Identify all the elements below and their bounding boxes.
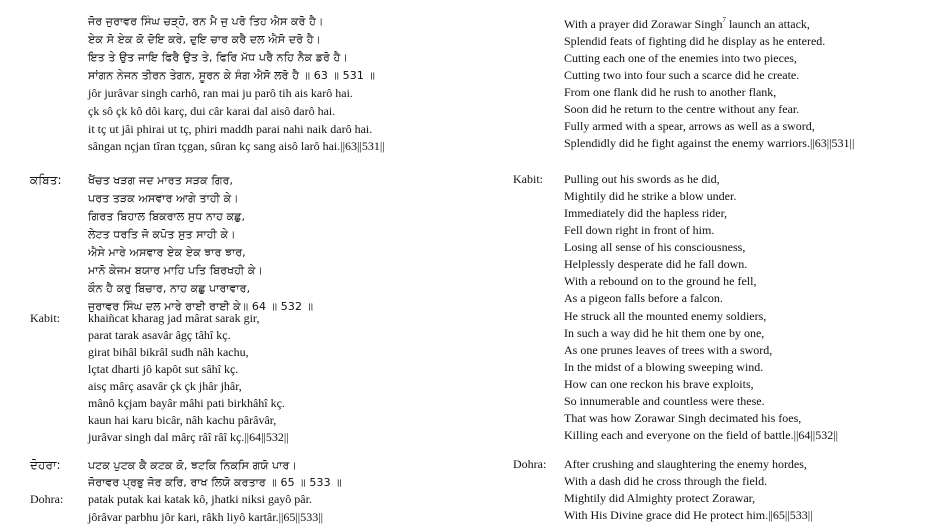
english-line: Killing each and everyone on the field of battle.||64||532|| [564, 428, 838, 442]
gurmukhi-line: ਏਕ ਸੋ ਏਕ ਕੋ ਦੋਇ ਕਰੇ, ਦੁਇ ਚਾਰ ਕਰੈ ਦਲ ਐਸੋ ਦਰੋ ਹੈ। [88, 33, 322, 46]
roman-line: jôrâvar parbhu jôr kari, râkh liyô kartâr.||65||533|| [88, 510, 324, 524]
roman-line: sângan nçjan tîran tçgan, sûran kç sang aisô larô hai.||63||531|| [88, 139, 385, 153]
gurmukhi-line: ਖੈਂਚਤ ਖੜਗ ਜਦ ਮਾਰਤ ਸੜਕ ਗਿਰ, [88, 174, 234, 187]
english-line: Immediately did the hapless rider, [564, 206, 728, 220]
english-line: In the midst of a blowing sweeping wind. [564, 360, 764, 374]
gurmukhi-line: ਪਰਤ ਤੜਕ ਅਸਵਾਰ ਆਗੇ ਤਾਹੀ ਕੇ। [88, 192, 239, 205]
gurmukhi-line: ਪਟਕ ਪੁਟਕ ਕੈ ਕਟਕ ਕੋ, ਝਟਕਿ ਨਿਕਸਿ ਗਯੋ ਪਾਰ। [88, 459, 297, 472]
gurmukhi-line: ਕੌਨ ਹੈ ਕਰੁ ਬਿਚਾਰ, ਨਾਹ ਕਛੁ ਪਾਰਾਵਾਰ, [88, 282, 251, 295]
english-line: Fully armed with a spear, arrows as well as a sword, [564, 119, 815, 133]
english-line: Cutting two into four such a scarce did he create. [564, 68, 800, 82]
roman-line: aisç mârç asavâr çk çk jhâr jhâr, [88, 379, 242, 393]
english-line [564, 16, 810, 33]
gurmukhi-line: ਗਿਰਤ ਬਿਹਾਲ ਬਿਕਰਾਲ ਸੁਧ ਨਾਹ ਕਛੁ, [88, 210, 246, 223]
english-line: Losing all sense of his consciousness, [564, 240, 746, 254]
english-line: How can one reckon his brave exploits, [564, 377, 754, 391]
english-line: With His Divine grace did He protect him.||65||533|| [564, 508, 813, 522]
english-line: Fell down right in front of him. [564, 223, 715, 237]
roman-line: mânô kçjam bayâr mâhi pati birkhâhî kç. [88, 396, 285, 410]
gurmukhi-line: ਜੋਰ ਜੁਰਾਵਰ ਸਿੰਘ ਚੜ੍ਹੋ, ਰਨ ਮੈ ਜੁ ਪਰੋ ਤਿਹ ਐਸ ਕਰੋ ਹੈ। [88, 15, 324, 28]
gurmukhi-line: ਇਤ ਤੇ ਉਤ ਜਾਇ ਫਿਰੈ ਉਤ ਤੇ, ਫਿਰਿ ਮੱਧ ਪਰੈ ਨਹਿ ਨੈਕ ਡਰੋ ਹੈ। [88, 51, 348, 64]
english-line: As a pigeon falls before a falcon. [564, 291, 723, 305]
english-line: He struck all the mounted enemy soldiers, [564, 309, 767, 323]
roman-line: jurâvar singh dal mârç râî râî kç.||64||532|| [88, 430, 289, 444]
english-line: As one prunes leaves of trees with a sword, [564, 343, 773, 357]
english-line: Pulling out his swords as he did, [564, 172, 720, 186]
english-line: After crushing and slaughtering the enemy hordes, [564, 457, 807, 471]
roman-line: jôr jurâvar singh carhô, ran mai ju parô tih ais karô hai. [88, 86, 353, 100]
english-line: With a rebound on to the ground he fell, [564, 274, 757, 288]
english-line: Helplessly desperate did he fall down. [564, 257, 748, 271]
english-line: Cutting each one of the enemies into two pieces, [564, 51, 797, 65]
kabit-label-gurmukhi: ਕਬਿਤ: [30, 173, 62, 187]
roman-line: lçtat dharti jô kapôt sut sâhî kç. [88, 362, 239, 376]
gurmukhi-line: ਐਸੇ ਮਾਰੇ ਅਸਵਾਰ ਏਕ ਏਕ ਝਾਰ ਝਾਰ, [88, 246, 246, 259]
footnote-marker: 7 [722, 16, 726, 24]
gurmukhi-line: ਸਾਂਗਨ ਨੇਜਨ ਤੀਰਨ ਤੇਗਨ, ਸੂਰਨ ਕੇ ਸੰਗ ਐਸੋ ਲਰੋ ਹੈ ॥ 63 ॥ 531 ॥ [88, 69, 376, 82]
english-line: Soon did he return to the centre without any fear. [564, 102, 800, 116]
english-line: In such a way did he hit them one by one, [564, 326, 765, 340]
english-line: Splendidly did he fight against the enemy warriors.||63||531|| [564, 136, 855, 150]
english-line: From one flank did he rush to another flank, [564, 85, 777, 99]
english-line: So innumerable and countless were these. [564, 394, 765, 408]
dohra-label-gurmukhi: ਦੋਹਰਾ: [30, 458, 61, 472]
english-line-tail: launch an attack, [725, 17, 810, 31]
gurmukhi-line: ਮਾਨੋ ਕੇਜਮ ਬਯਾਰ ਮਾਹਿ ਪਤਿ ਬਿਰਖਹੀ ਕੇ। [88, 264, 264, 277]
roman-line: parat tarak asavâr âgç tâhî kç. [88, 328, 231, 342]
english-line: Mightily did he strike a blow under. [564, 189, 737, 203]
gurmukhi-line: ਜੁਰਾਵਰ ਸਿੰਘ ਦਲ ਮਾਰੇ ਰਾਈ ਰਾਈ ਕੇ॥ 64 ॥ 532 ॥ [88, 300, 314, 313]
roman-line: khaiñcat kharag jad mârat sarak gir, [88, 311, 260, 325]
roman-line: girat bihâl bikrâl sudh nâh kachu, [88, 345, 249, 359]
roman-line: kaun hai karu bicâr, nâh kachu pârâvâr, [88, 413, 277, 427]
kabit-label: Kabit: [513, 172, 543, 186]
dohra-label: Dohra: [513, 457, 547, 471]
roman-line: patak putak kai katak kô, jhatki niksi gayô pâr. [88, 492, 312, 506]
kabit-label-roman: Kabit: [30, 311, 60, 325]
roman-line: it tç ut jâi phirai ut tç, phiri maddh parai nahi naik darô hai. [88, 122, 373, 136]
english-line: With a dash did he cross through the field. [564, 474, 768, 488]
english-line-text: With a prayer did Zorawar Singh [564, 17, 723, 31]
english-line: Mightily did Almighty protect Zorawar, [564, 491, 756, 505]
english-line: Splendid feats of fighting did he display as he entered. [564, 34, 826, 48]
gurmukhi-line: ਲੇਟਤ ਧਰਤਿ ਜੋ ਕਪੋਤ ਸੁਤ ਸਾਹੀ ਕੇ। [88, 228, 236, 241]
dohra-label-roman: Dohra: [30, 492, 64, 506]
roman-line: çk sô çk kô dôi karç, dui câr karai dal aisô darô hai. [88, 104, 336, 118]
english-line: That was how Zorawar Singh decimated his foes, [564, 411, 802, 425]
gurmukhi-line: ਜੋਰਾਵਰ ਪ੍ਰਭੁ ਜੋਰ ਕਰਿ, ਰਾਖ ਲਿਯੋ ਕਰਤਾਰ ॥ 65 ॥ 533 ॥ [88, 476, 342, 489]
